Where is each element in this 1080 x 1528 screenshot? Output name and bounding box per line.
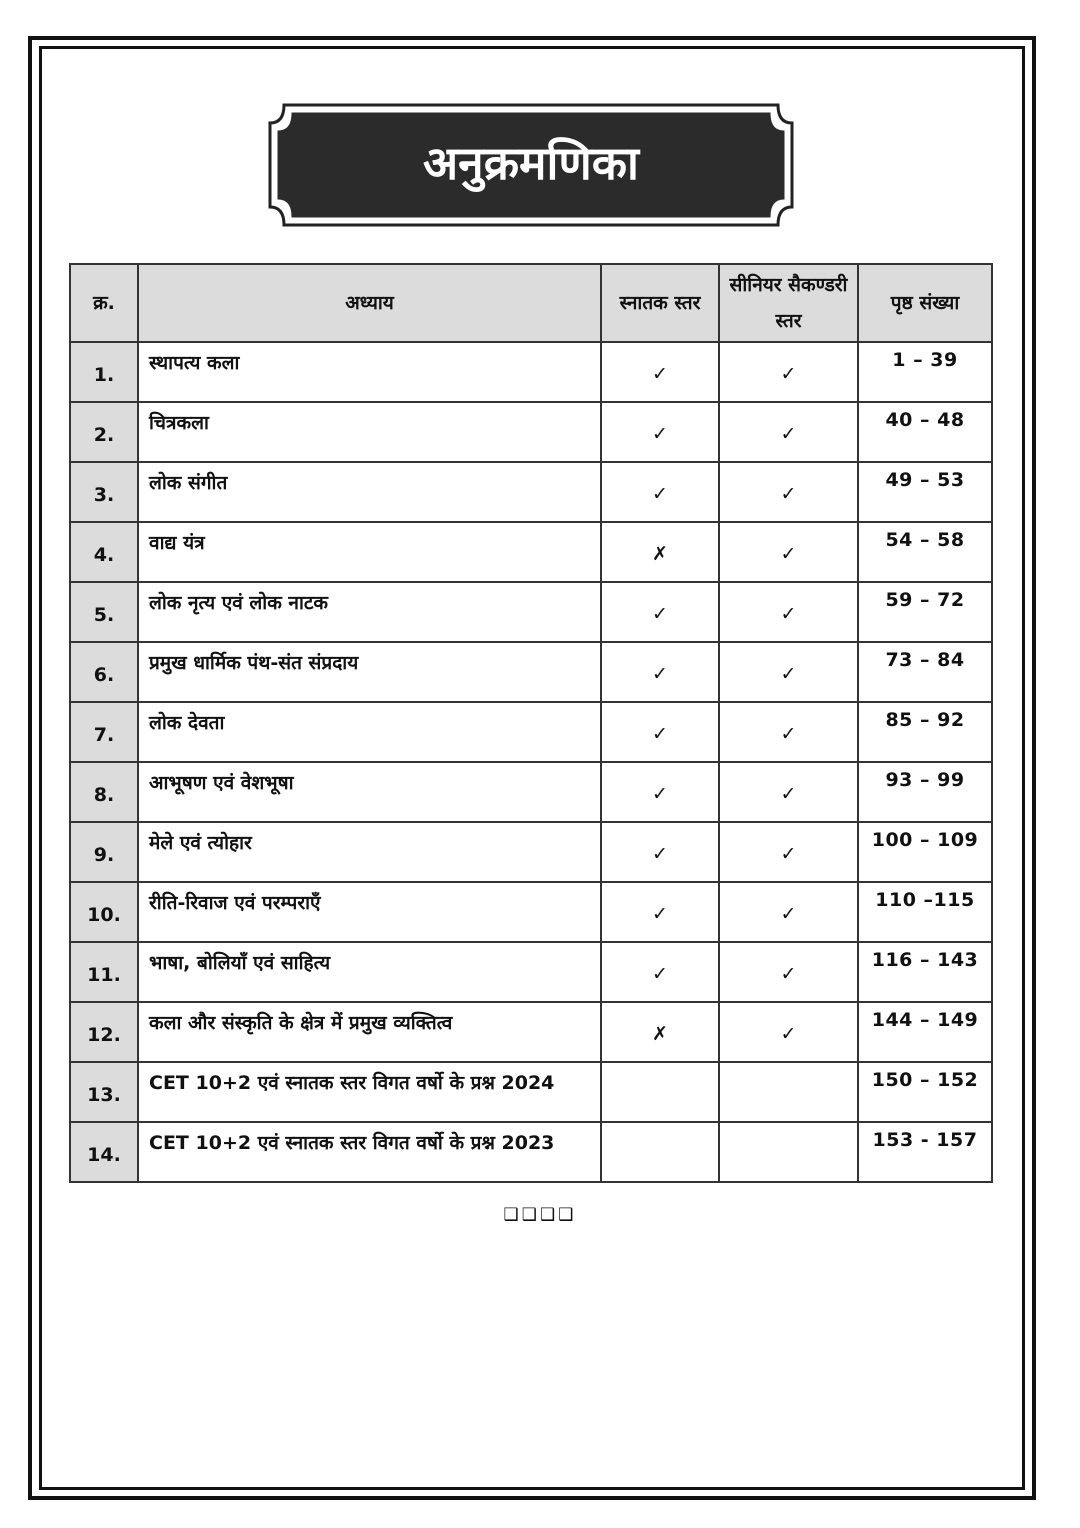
row-page-range: 100 – 109	[858, 822, 992, 882]
row-chapter-title: कला और संस्कृति के क्षेत्र में प्रमुख व्यक्तित्व	[138, 1002, 601, 1062]
table-row	[70, 582, 992, 642]
row-serial: 5.	[70, 582, 138, 642]
row-senior-mark	[719, 1122, 858, 1182]
table-header-row	[70, 264, 992, 342]
end-ornament: ❑❑❑❑	[503, 1205, 577, 1225]
row-chapter-title: आभूषण एवं वेशभूषा	[138, 762, 601, 822]
table-row	[70, 1002, 992, 1062]
row-chapter-title: भाषा, बोलियाँ एवं साहित्य	[138, 942, 601, 1002]
row-graduate-mark: ✓	[601, 882, 719, 942]
table-row	[70, 402, 992, 462]
table-row	[70, 642, 992, 702]
row-page-range: 40 – 48	[858, 402, 992, 462]
row-chapter-title: मेले एवं त्योहार	[138, 822, 601, 882]
contents-table	[69, 263, 993, 1183]
row-serial: 13.	[70, 1062, 138, 1122]
header-chapter: अध्याय	[138, 264, 601, 342]
row-graduate-mark	[601, 1062, 719, 1122]
row-senior-mark: ✓	[719, 702, 858, 762]
row-graduate-mark: ✓	[601, 642, 719, 702]
row-senior-mark: ✓	[719, 582, 858, 642]
table-row	[70, 702, 992, 762]
row-page-range: 73 – 84	[858, 642, 992, 702]
header-serial: क्र.	[70, 264, 138, 342]
row-graduate-mark: ✓	[601, 702, 719, 762]
row-serial: 10.	[70, 882, 138, 942]
row-page-range: 153 - 157	[858, 1122, 992, 1182]
table-row	[70, 822, 992, 882]
row-senior-mark: ✓	[719, 402, 858, 462]
row-serial: 2.	[70, 402, 138, 462]
page-title: अनुक्रमणिका	[423, 136, 639, 190]
row-page-range: 49 – 53	[858, 462, 992, 522]
title-banner	[266, 101, 796, 229]
row-senior-mark: ✓	[719, 882, 858, 942]
row-serial: 14.	[70, 1122, 138, 1182]
row-chapter-title: रीति-रिवाज एवं परम्पराएँ	[138, 882, 601, 942]
row-chapter-title: लोक संगीत	[138, 462, 601, 522]
table-row	[70, 522, 992, 582]
table-row	[70, 462, 992, 522]
row-senior-mark	[719, 1062, 858, 1122]
row-senior-mark: ✓	[719, 342, 858, 402]
row-page-range: 59 – 72	[858, 582, 992, 642]
row-graduate-mark: ✗	[601, 522, 719, 582]
row-chapter-title: स्थापत्य कला	[138, 342, 601, 402]
row-chapter-title: वाद्य यंत्र	[138, 522, 601, 582]
table-row	[70, 762, 992, 822]
row-serial: 11.	[70, 942, 138, 1002]
row-senior-mark: ✓	[719, 1002, 858, 1062]
table-row	[70, 942, 992, 1002]
row-chapter-title: CET 10+2 एवं स्नातक स्तर विगत वर्षो के प्रश्न 2023	[138, 1122, 601, 1182]
row-page-range: 144 – 149	[858, 1002, 992, 1062]
row-graduate-mark: ✓	[601, 342, 719, 402]
header-graduate-level: स्नातक स्तर	[601, 264, 719, 342]
row-chapter-title: लोक देवता	[138, 702, 601, 762]
row-senior-mark: ✓	[719, 762, 858, 822]
header-page-numbers: पृष्ठ संख्या	[858, 264, 992, 342]
row-page-range: 110 –115	[858, 882, 992, 942]
row-page-range: 93 – 99	[858, 762, 992, 822]
row-page-range: 150 – 152	[858, 1062, 992, 1122]
row-senior-mark: ✓	[719, 942, 858, 1002]
row-graduate-mark: ✓	[601, 582, 719, 642]
row-graduate-mark	[601, 1122, 719, 1182]
row-senior-mark: ✓	[719, 642, 858, 702]
row-graduate-mark: ✓	[601, 462, 719, 522]
row-chapter-title: लोक नृत्य एवं लोक नाटक	[138, 582, 601, 642]
row-graduate-mark: ✓	[601, 942, 719, 1002]
row-senior-mark: ✓	[719, 522, 858, 582]
row-serial: 12.	[70, 1002, 138, 1062]
row-graduate-mark: ✗	[601, 1002, 719, 1062]
row-serial: 4.	[70, 522, 138, 582]
row-graduate-mark: ✓	[601, 402, 719, 462]
table-row	[70, 882, 992, 942]
row-page-range: 85 – 92	[858, 702, 992, 762]
row-senior-mark: ✓	[719, 822, 858, 882]
row-chapter-title: CET 10+2 एवं स्नातक स्तर विगत वर्षो के प्रश्न 2024	[138, 1062, 601, 1122]
row-senior-mark: ✓	[719, 462, 858, 522]
row-serial: 3.	[70, 462, 138, 522]
table-row	[70, 1122, 992, 1182]
row-serial: 6.	[70, 642, 138, 702]
row-serial: 7.	[70, 702, 138, 762]
table-row	[70, 342, 992, 402]
row-chapter-title: प्रमुख धार्मिक पंथ-संत संप्रदाय	[138, 642, 601, 702]
row-page-range: 1 – 39	[858, 342, 992, 402]
row-page-range: 116 – 143	[858, 942, 992, 1002]
row-graduate-mark: ✓	[601, 762, 719, 822]
table-row	[70, 1062, 992, 1122]
row-chapter-title: चित्रकला	[138, 402, 601, 462]
row-graduate-mark: ✓	[601, 822, 719, 882]
row-page-range: 54 – 58	[858, 522, 992, 582]
row-serial: 9.	[70, 822, 138, 882]
row-serial: 1.	[70, 342, 138, 402]
header-senior-secondary-level: सीनियर सैकण्डरी स्तर	[719, 264, 858, 342]
row-serial: 8.	[70, 762, 138, 822]
